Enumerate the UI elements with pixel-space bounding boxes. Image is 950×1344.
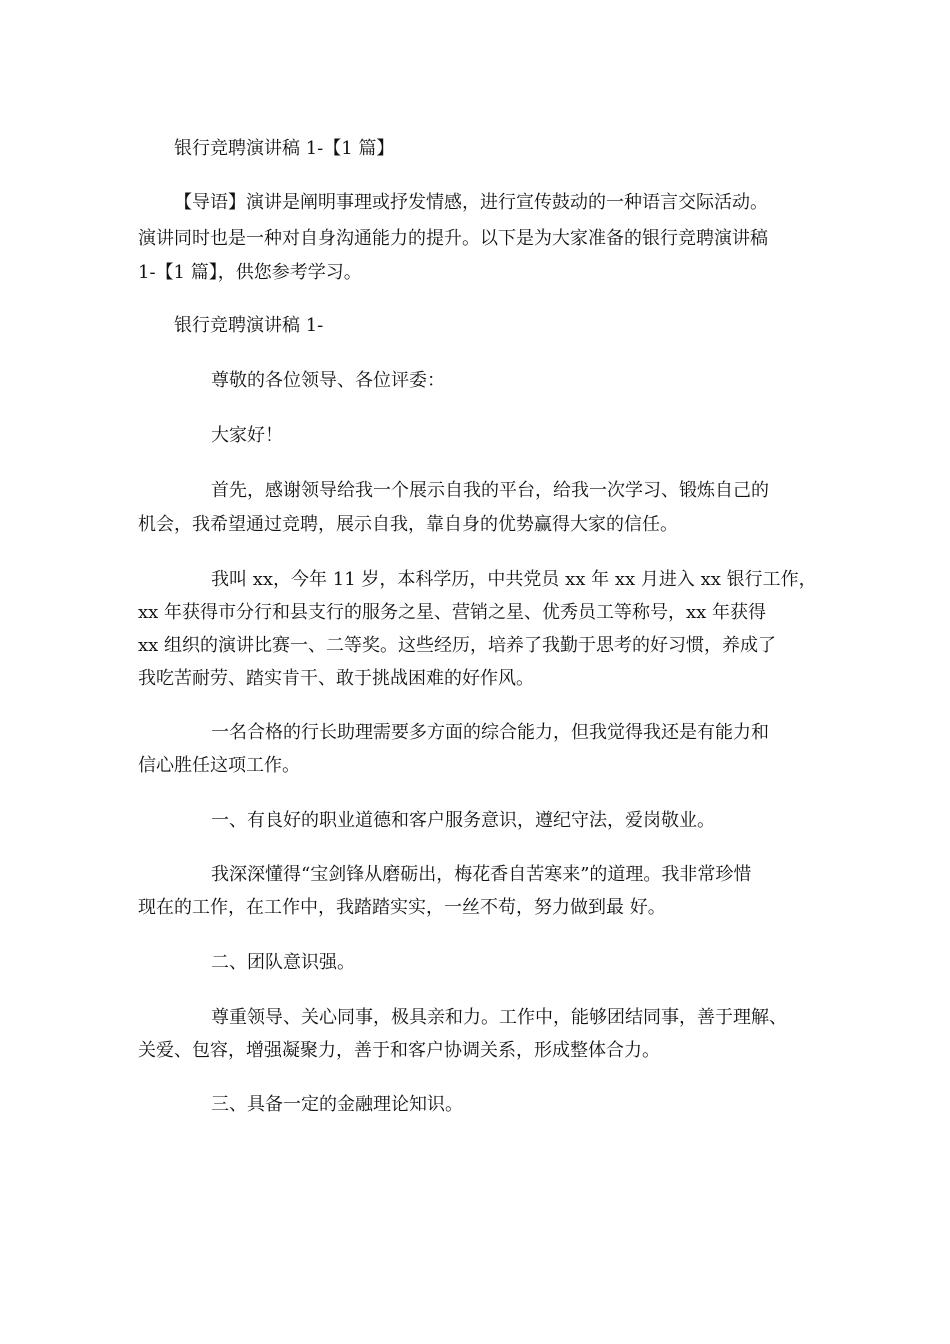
greeting: 大家好！ (211, 425, 283, 446)
section-heading: 一、有良好的职业道德和客户服务意识，遵纪守法，爱岗敬业。 (211, 810, 715, 831)
paragraph-line: 信心胜任这项工作。 (138, 755, 300, 776)
intro-line: 1-【1 篇】，供您参考学习。 (138, 262, 362, 283)
intro-line: 演讲同时也是一种对自身沟通能力的提升。以下是为大家准备的银行竞聘演讲稿 (138, 228, 768, 249)
paragraph-line: 我吃苦耐劳、踏实肯干、敢于挑战困难的好作风。 (138, 668, 534, 689)
document-title: 银行竞聘演讲稿 1-【1 篇】 (174, 138, 395, 159)
speech-subtitle: 银行竞聘演讲稿 1- (174, 315, 324, 336)
paragraph-line: 一名合格的行长助理需要多方面的综合能力，但我觉得我还是有能力和 (211, 722, 769, 743)
paragraph-line: 我深深懂得“宝剑锋从磨砺出，梅花香自苦寒来”的道理。我非常珍惜 (211, 864, 752, 885)
paragraph-line: 机会，我希望通过竞聘，展示自我，靠自身的优势赢得大家的信任。 (138, 514, 678, 535)
section-heading: 二、团队意识强。 (211, 952, 355, 973)
paragraph-line: 尊重领导、关心同事，极具亲和力。工作中，能够团结同事，善于理解、 (211, 1007, 787, 1028)
paragraph-line: xx 年获得市分行和县支行的服务之星、营销之星、优秀员工等称号，xx 年获得 (138, 602, 767, 623)
paragraph-line: 我叫 xx，今年 11 岁，本科学历，中共党员 xx 年 xx 月进入 xx 银行工作， (211, 569, 817, 590)
paragraph-line: 首先，感谢领导给我一个展示自我的平台，给我一次学习、锻炼自己的 (211, 480, 769, 501)
paragraph-line: 关爱、包容，增强凝聚力，善于和客户协调关系，形成整体合力。 (138, 1040, 660, 1061)
paragraph-line: xx 组织的演讲比赛一、二等奖。这些经历，培养了我勤于思考的好习惯，养成了 (138, 635, 777, 656)
paragraph-line: 现在的工作，在工作中，我踏踏实实，一丝不苟，努力做到最 好。 (138, 897, 666, 918)
salutation: 尊敬的各位领导、各位评委： (211, 370, 445, 391)
section-heading: 三、具备一定的金融理论知识。 (211, 1094, 463, 1115)
intro-line: 【导语】演讲是阐明事理或抒发情感，进行宣传鼓动的一种语言交际活动。 (174, 192, 768, 213)
